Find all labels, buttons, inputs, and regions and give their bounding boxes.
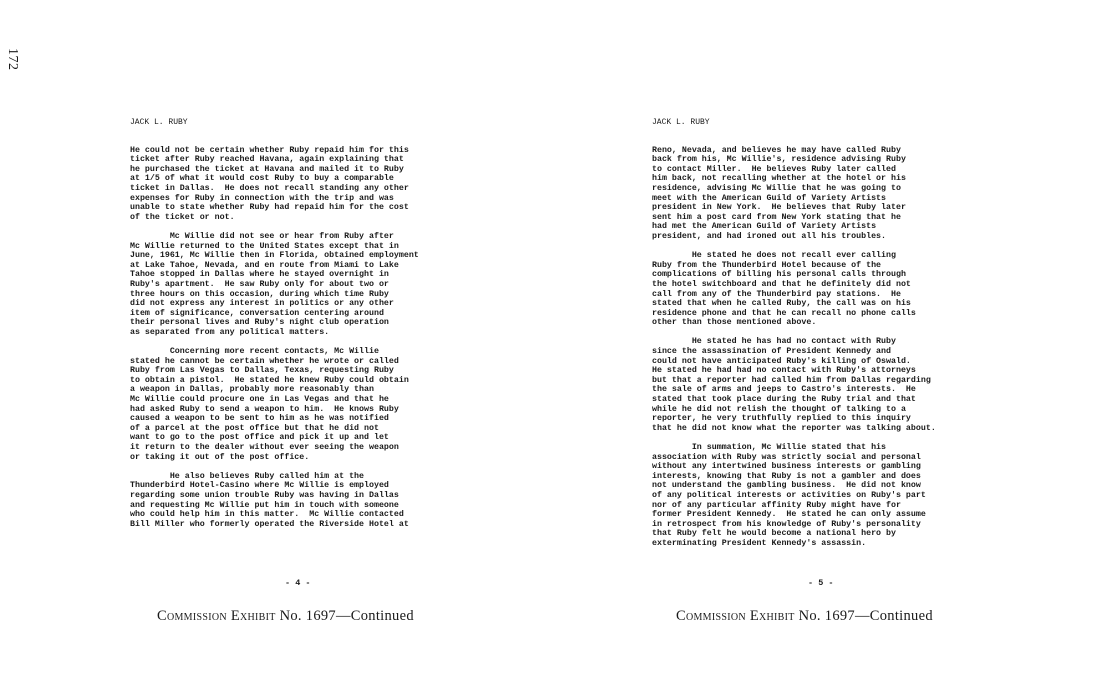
right-page-body xyxy=(652,118,982,558)
left-page-footer: - 4 - xyxy=(285,578,311,588)
left-paragraph-2: Mc Willie did not see or hear from Ruby after Mc Willie returned to the United States except that in June, 1961, Mc Willie then in Florida, obtained employment at Lake Tahoe, Nevada, and en route from Miami to Lake Tahoe stopped in Dallas where he stayed overnight in Ruby's apartment. He saw Ruby only for about two or three hours on this occasion, during which time Ruby did not express any interest in politics or any other item of significance, conversation centering around their personal lives and Ruby's night club operation as separated from any political matters. xyxy=(130,231,419,337)
right-paragraph-4: In summation, Mc Willie stated that his association with Ruby was strictly social and personal without any intertwined business interests or gambling interests, knowing that Ruby is not a gambler and does not understand the gambling business. He did not know of any political interests or activities on Ruby's part nor of any particular affinity Ruby might have for former President Kennedy. He stated he can only assume in retrospect from his knowledge of Ruby's personality that Ruby felt he would become a national hero by exterminating President Kennedy's assassin. xyxy=(652,443,926,548)
right-exhibit-prefix: Commission Exhibit xyxy=(676,608,795,624)
left-page-body xyxy=(130,118,460,539)
page-number: 172 xyxy=(5,48,20,71)
right-page-header: JACK L. RUBY xyxy=(652,118,710,127)
right-paragraph-2: He stated he does not recall ever calling Ruby from the Thunderbird Hotel because of the complications of billing his personal calls through the hotel switchboard and that he definitely did not call from any of the Thunderbird pay stations. He stated that when he called Ruby, the call was on his residence phone and that he can recall no phone calls other than those mentioned above. xyxy=(652,251,916,328)
left-exhibit-prefix: Commission Exhibit xyxy=(157,608,276,624)
right-exhibit-caption xyxy=(676,608,933,625)
left-paragraph-1: He could not be certain whether Ruby repaid him for this ticket after Ruby reached Havana, again explaining that he purchased the ticket at Havana and mailed it to Ruby at 1/5 of what it would cost Ruby to buy a comparable ticket in Dallas. He does not recall standing any other expenses for Ruby in connection with the trip and was unable to state whether Ruby had repaid him for the cost of the ticket or not. xyxy=(130,145,409,222)
left-exhibit-suffix: No. 1697—Continued xyxy=(279,608,414,624)
right-paragraph-3: He stated he has had no contact with Ruby since the assassination of President Kennedy and could not have anticipated Ruby's killing of Oswald. He stated he had had no contact with Ruby's attorneys but that a reporter had called him from Dallas regarding the sale of arms and jeeps to Castro's interests. He stated that took place during the Ruby trial and that while he did not relish the thought of talking to a reporter, he very truthfully replied to this inquiry that he did not know what the reporter was talking about. xyxy=(652,337,936,433)
right-paragraph-1: Reno, Nevada, and believes he may have called Ruby back from his, Mc Willie's, residence advising Ruby to contact Miller. He believes Ruby later called him back, not recalling whether at the hotel or his residence, advising Mc Willie that he was going to meet with the American Guild of Variety Artists president in New York. He believes that Ruby later sent him a post card from New York stating that he had met the American Guild of Variety Artists president, and had ironed out all his troubles. xyxy=(652,145,906,241)
left-paragraph-3: Concerning more recent contacts, Mc Willie stated he cannot be certain whether he wrote or called Ruby from Las Vegas to Dallas, Texas, requesting Ruby to obtain a pistol. He stated he knew Ruby could obtain a weapon in Dallas, probably more reasonably than Mc Willie could procure one in Las Vegas and that he had asked Ruby to send a weapon to him. He knows Ruby caused a weapon to be sent to him as he was notified of a parcel at the post office but that he did not want to go to the post office and pick it up and let it return to the dealer without ever seeing the weapon or taking it out of the post office. xyxy=(130,347,409,462)
left-exhibit-caption xyxy=(157,608,414,625)
right-exhibit-suffix: No. 1697—Continued xyxy=(798,608,933,624)
left-page-header: JACK L. RUBY xyxy=(130,118,188,127)
right-page-footer: - 5 - xyxy=(808,578,834,588)
left-paragraph-4: He also believes Ruby called him at the Thunderbird Hotel-Casino where Mc Willie is employed regarding some union trouble Ruby was having in Dallas and requesting Mc Willie put him in touch with someone who could help him in this matter. Mc Willie contacted Bill Miller who formerly operated the Riverside Hotel at xyxy=(130,471,409,529)
